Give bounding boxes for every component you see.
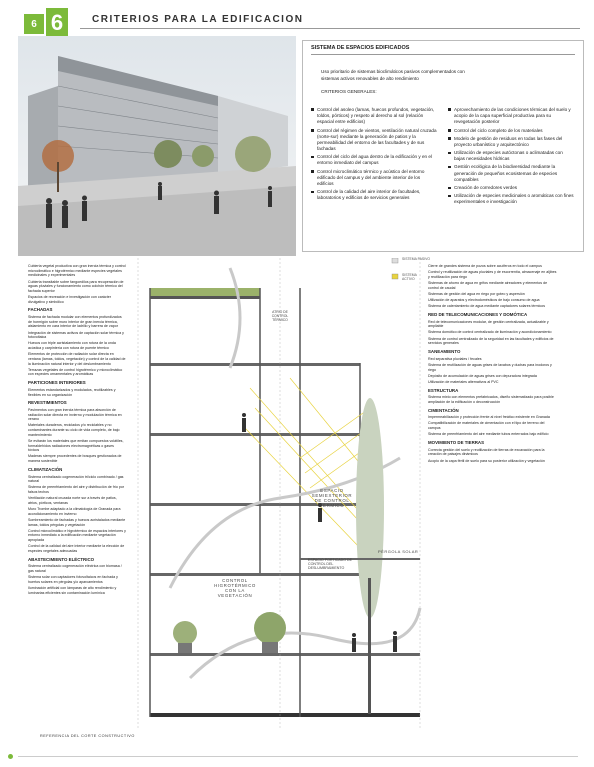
- notes-section-title: SANEAMIENTO: [428, 348, 461, 354]
- notes-item: Materiales duraderos, reciclados y/o reciclables y no contaminantes durante su ciclo de vida completo, de bajo mantenimiento: [28, 423, 120, 437]
- notes-item: Huecos con triple acristalamiento con rotura de la onda acústica y carpintería con rotura de puente térmico: [28, 341, 116, 351]
- notes-item: Elementos estandarizados y modulados, reutilizables y flexibles en su organización: [28, 387, 116, 397]
- notes-item: Utilización de materiales alternativos al PVC: [428, 379, 499, 384]
- page-number-large: 6: [46, 8, 68, 38]
- criteria-intro: Uso prioritario de sistemas bioclimáticos pasivos complementados con sistemas activos renovables de alto rendimiento: [321, 69, 465, 81]
- criteria-item: Utilización de especies medicinales o aromáticas con fines experimentales e investigación: [448, 193, 575, 205]
- notes-section: [28, 467, 126, 554]
- criteria-list-right: [448, 107, 575, 208]
- notes-section: [428, 349, 558, 385]
- criteria-heading: SISTEMA DE ESPACIOS EDIFICADOS: [311, 45, 575, 55]
- criteria-panel: [302, 40, 584, 252]
- notes-item: Ventilación natural cruzada norte sur a través de patios, atrios, pórticos, ventanas: [28, 496, 117, 505]
- notes-section: [428, 408, 558, 437]
- notes-item: Sistema de reutilización de aguas grises de lavabos y duchas para inodoros y riego: [428, 362, 552, 372]
- criteria-item: Control microclimático térmico y acústico del entorno edificado del campus y del ambiente interior de los edificios: [311, 169, 438, 188]
- footer-rule: [18, 756, 578, 757]
- criteria-item: Control de la calidad del aire interior de facultades, laboratorios y edificios de servicios generales: [311, 189, 438, 201]
- notes-item: Maderas siempre procedentes de bosques gestionados de manera sostenible: [28, 454, 122, 464]
- header-rule: [80, 28, 580, 29]
- building-section-drawing: [130, 258, 430, 733]
- criteria-item: Control del ciclo del agua dentro de la edificación y en el entorno inmediato del campus: [311, 154, 438, 166]
- notes-section-title: ESTRUCTURA: [428, 387, 459, 393]
- notes-item: Pavimentos con gran inercia térmica para absorción de radiación solar directa en invierno y modulación térmica en verano: [28, 407, 122, 422]
- notes-section: [428, 440, 558, 463]
- notes-item: Sistemas de gestión del agua en riego por goteo y aspersión: [428, 291, 525, 296]
- footer-dot: [8, 754, 13, 759]
- page-number-small: 6: [24, 14, 44, 34]
- criteria-item: Modelo de gestión de residuos en todas las fases del proyecto urbanístico y arquitectónico: [448, 136, 575, 148]
- legend-passive-label: SISTEMA PASIVO: [402, 257, 431, 261]
- notes-item: Sistema mixto con elementos prefabricados, diseño sistematizado para posible ampliación de la edificación o deconstrucción: [428, 395, 554, 404]
- criteria-general-label: CRITERIOS GENERALES:: [321, 88, 377, 94]
- espacio-semiexterior-label: ESPACIO SEMIEXTERIOR DE CONTROL TÉRMICO: [311, 488, 353, 508]
- notes-item: Cierre de grandes sistema de pozos sobre acuíferos en todo el campus: [428, 264, 542, 268]
- pergola-label: PÉRGOLA SOLAR: [378, 549, 419, 554]
- notes-item: Acopio de la capa fértil de suelo para su posterior utilización y vegetación: [428, 458, 545, 463]
- campus-render-image: [18, 36, 296, 256]
- notes-item: Sistema de preenfriamiento del aire y distribución de frío por falsos techos: [28, 485, 125, 495]
- notes-item: Correcta gestión del suelo y reutilización de tierras de excavación para la creación de paisajes dinámicos: [428, 447, 545, 457]
- notes-section-title: RED DE TELECOMUNICACIONES Y DOMÓTICA: [428, 311, 528, 317]
- right-notes-column: [428, 264, 558, 466]
- notes-item: Iluminación artificial con lámparas de alto rendimiento y luminarias eficientes sin contaminación lumínica: [28, 586, 117, 595]
- criteria-item: Control del ciclo completo de los materiales: [448, 128, 575, 134]
- notes-item: Sistema centralizado cogeneración eléctrica con biomasa / gas natural: [28, 564, 122, 574]
- criteria-item: Aprovechamiento de las condiciones térmicas del suelo y acopio de la capa superficial productiva para su revegetación posterior: [448, 107, 575, 126]
- legend-active-label: SISTEMA ACTIVO: [402, 273, 417, 281]
- criteria-item: Utilización de especies autóctonas o aclimatadas con bajas necesidades hídricas: [448, 150, 575, 162]
- notes-section-title: MOVIMIENTO DE TIERRAS: [428, 440, 485, 445]
- notes-section-title: ABASTECIMIENTO ELÉCTRICO: [28, 556, 95, 562]
- espacio-porticado-label: ESPACIO PORTICADO DE CONTROL DEL DESLUMBRAMIENTO: [308, 558, 352, 570]
- notes-section: [28, 400, 126, 464]
- notes-section: [428, 312, 558, 346]
- notes-section-title: REVESTIMIENTOS: [28, 400, 67, 406]
- notes-section-title: CIMENTACIÓN: [428, 407, 459, 413]
- notes-section: [428, 264, 558, 309]
- notes-item: Compatibilización de materiales de cimentación con el tipo de terreno del campus: [428, 421, 545, 431]
- criteria-item: Creación de corredores verdes: [448, 185, 575, 191]
- notes-item: Red separativa pluviales / fecales: [428, 356, 482, 361]
- notes-section-title: PARTICIONES INTERIORES: [28, 380, 86, 386]
- notes-section: [28, 557, 126, 596]
- notes-item: Control de la calidad del aire interior mediante la elección de especies vegetales adecuadas: [28, 544, 125, 553]
- notes-item: Sistema de fachada modular con elementos profundizados de hormigón sobre muro interior de gran inercia térmica, aislamiento en cara interior de ladrillo y barrera de vapor: [28, 315, 122, 329]
- notes-item: Elementos de protección de radiación solar directa en ventana (lamas, toldos, vegetación) y control de la calidad de la iluminación natural interior y del deslumbramiento: [28, 352, 126, 366]
- notes-item: Red de telecomunicaciones modular, de gestión centralizada, actualizable y ampliable: [428, 319, 549, 329]
- notes-item: Control microclimático e higrotérmico de espacios interiores y entorno inmediato a la edificación mediante vegetación apropiada: [28, 528, 126, 543]
- notes-item: Sistemas de ahorro de agua en grifos mediante aireadores y elementos de control de caudal: [428, 281, 548, 290]
- notes-item: Sistema de control centralizado de la seguridad en las facultades y edificios de servicios generales: [428, 336, 554, 346]
- page-title: CRITERIOS PARA LA EDIFICACION: [92, 14, 304, 25]
- notes-item: Cubierta transitable sobre fangoedilos para recuperación de aguas pluviales y funcionamiento como colchón térmico del fachada superior: [28, 279, 124, 293]
- notes-item: Sistema domótico de control centralizado de iluminación y acondicionamiento: [428, 330, 552, 335]
- notes-item: Sistema de preenfriamiento del aire mediante tubos enterrados bajo edificio: [428, 432, 549, 437]
- notes-section-title: FACHADAS: [28, 307, 53, 313]
- notes-item: Espacios de recreación e investigación con carácter divulgativo y simbólico: [28, 295, 111, 304]
- notes-item: Sistema de calentamiento de agua mediante captadores solares térmicos: [428, 304, 546, 309]
- notes-item: Terrazas vegetales de control higrotérmico y microclimático con especies ornamentales y aromáticas: [28, 367, 123, 377]
- notes-item: Impermeabilización y protección frente al nivel freático existente en Granada: [428, 415, 550, 420]
- left-notes-column: [28, 264, 126, 598]
- notes-section: [28, 307, 126, 377]
- notes-item: Cubierta vegetal productiva con gran inercia térmica y control microclimático e higrotérmico mediante especies vegetales medicinales y experimentales: [28, 264, 126, 278]
- notes-section: [28, 264, 126, 304]
- notes-section: [28, 380, 126, 397]
- control-higrotermico-label: CONTROL HIGROTÉRMICO CON LA VEGETACIÓN: [214, 578, 256, 598]
- criteria-item: Gestión ecológica de la biodiversidad mediante la generación de pequeños ecosistemas de especies compatibles: [448, 164, 575, 183]
- atrio-label: ATRIO DE CONTROL TÉRMICO: [271, 310, 289, 322]
- notes-item: Muro Trombe adaptado a la climatología de Granada para acondicionamiento en invierno: [28, 507, 121, 516]
- notes-item: Sombreamiento de fachadas y huecos acristalados mediante lamas, toldos pérgolas y vegetación: [28, 517, 126, 527]
- notes-item: Sistema centralizado cogeneración tri/ciclo combinado / gas natural: [28, 474, 124, 484]
- criteria-item: Control del régimen de vientos, ventilación natural cruzada (norte-sur) mediante la generación de patios y la permeabilidad del entorno de las facultades y de sus fachadas: [311, 128, 438, 153]
- section-caption: REFERENCIA DEL CORTE CONSTRUCTIVO: [40, 734, 135, 738]
- notes-section: [428, 388, 558, 405]
- criteria-item: Control del asoleo (lamas, huecos profundos, vegetación, toldos, pórticos) y respeto al derecho al sol (relación espacial entre edificios): [311, 107, 438, 126]
- notes-section-title: CLIMATIZACIÓN: [28, 466, 63, 472]
- notes-item: Integración de sistemas activos de captación solar térmica y fotovoltaica: [28, 330, 124, 340]
- notes-item: Se evitarán los materiales que emitan compuestos volátiles, formaldehídos radiaciones electromagnéticas o gases tóxicos: [28, 438, 124, 453]
- notes-item: Utilización de aparatos y electrodomésticos de bajo consumo de agua: [428, 298, 540, 303]
- notes-item: Control y reutilización de aguas pluviales y de escorrentía, almacenaje en aljibes y reutilización para riego: [428, 270, 557, 279]
- criteria-list-left: [311, 107, 438, 208]
- notes-item: Depósito de acumulación de aguas grises con depuradora integrada: [428, 373, 537, 378]
- notes-item: Sistema solar con captadores fotovoltaicos en fachada y huertos solares en pérgolas y/o aparcamientos: [28, 575, 118, 584]
